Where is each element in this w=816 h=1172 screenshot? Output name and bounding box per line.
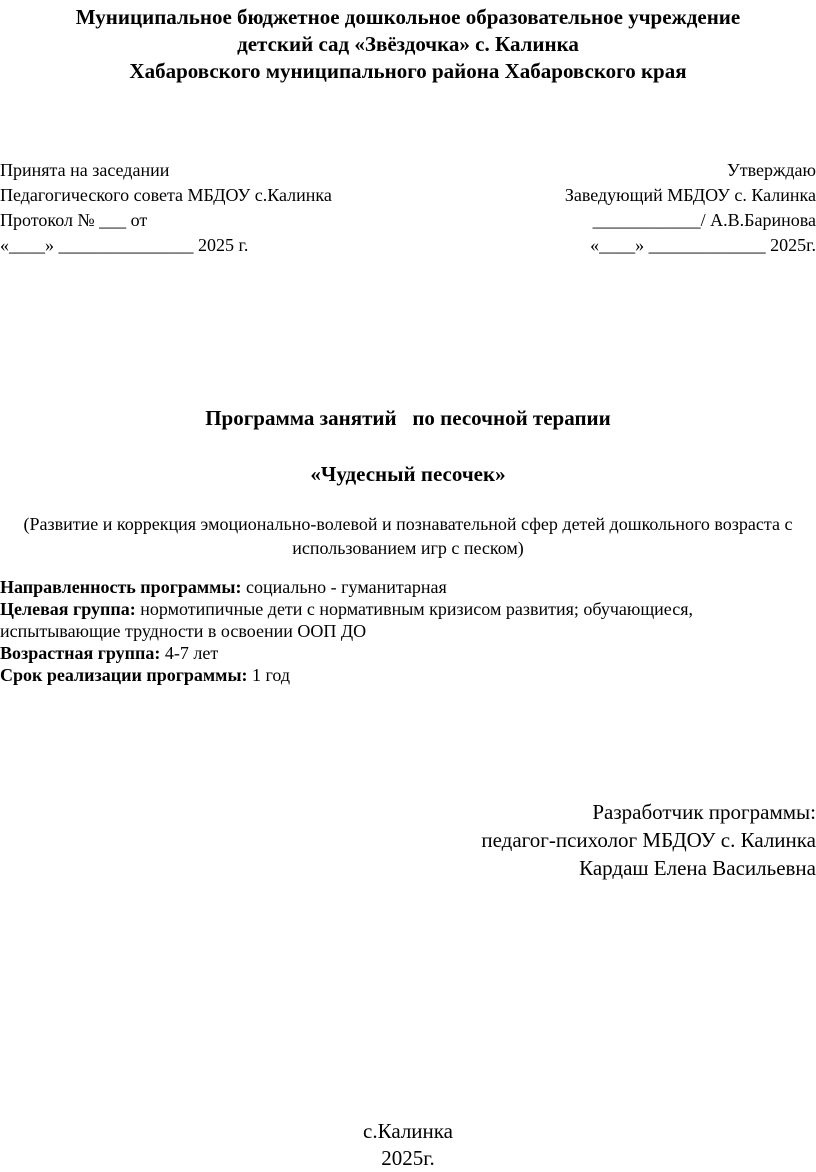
program-name: «Чудесный песочек» <box>310 462 506 486</box>
accepted-line-3: Протокол № ___ от <box>0 210 148 230</box>
term-label: Срок реализации программы: <box>0 665 248 685</box>
accepted-line-2: Педагогического совета МБДОУ с.Калинка <box>0 185 332 205</box>
footer-block <box>0 1118 816 1172</box>
program-details <box>0 576 800 686</box>
target-row <box>0 598 800 642</box>
developer-line-3: Кардаш Елена Васильевна <box>579 856 816 880</box>
age-row <box>0 642 800 664</box>
age-label: Возрастная группа: <box>0 643 161 663</box>
approved-block <box>565 158 816 258</box>
approved-line-3: ____________/ А.В.Баринова <box>592 210 816 230</box>
direction-value: социально - гуманитарная <box>241 577 447 597</box>
organization-header <box>0 4 816 85</box>
term-value: 1 год <box>247 665 291 685</box>
developer-block <box>481 798 816 882</box>
footer-place: с.Калинка <box>363 1119 453 1143</box>
header-line-2: детский сад «Звёздочка» с. Калинка <box>237 32 579 56</box>
target-label: Целевая группа: <box>0 599 136 619</box>
developer-line-1: Разработчик программы: <box>592 800 816 824</box>
age-value: 4-7 лет <box>160 643 219 663</box>
approved-line-2: Заведующий МБДОУ с. Калинка <box>564 185 816 205</box>
direction-label: Направленность программы: <box>0 577 242 597</box>
approved-line-4: «____» _____________ 2025г. <box>590 235 816 255</box>
accepted-block <box>0 158 332 258</box>
target-value: нормотипичные дети с нормативным кризисом развития; обучающиеся, испытывающие трудности в освоении ООП ДО <box>0 599 694 641</box>
accepted-line-4: «____» _______________ 2025 г. <box>0 235 249 255</box>
program-title: Программа занятий по песочной терапии <box>205 406 611 430</box>
footer-year: 2025г. <box>381 1146 435 1170</box>
term-row <box>0 664 800 686</box>
developer-line-2: педагог-психолог МБДОУ с. Калинка <box>481 828 816 852</box>
header-line-3: Хабаровского муниципального района Хабаровского края <box>129 59 687 83</box>
approved-line-1: Утверждаю <box>726 160 816 180</box>
header-line-1: Муниципальное бюджетное дошкольное образовательное учреждение <box>75 5 741 29</box>
accepted-line-1: Принята на заседании <box>0 160 170 180</box>
direction-row <box>0 576 800 598</box>
program-description: (Развитие и коррекция эмоционально-волевой и познавательной сфер детей дошкольного возраста с использованием игр с песком) <box>23 514 793 558</box>
